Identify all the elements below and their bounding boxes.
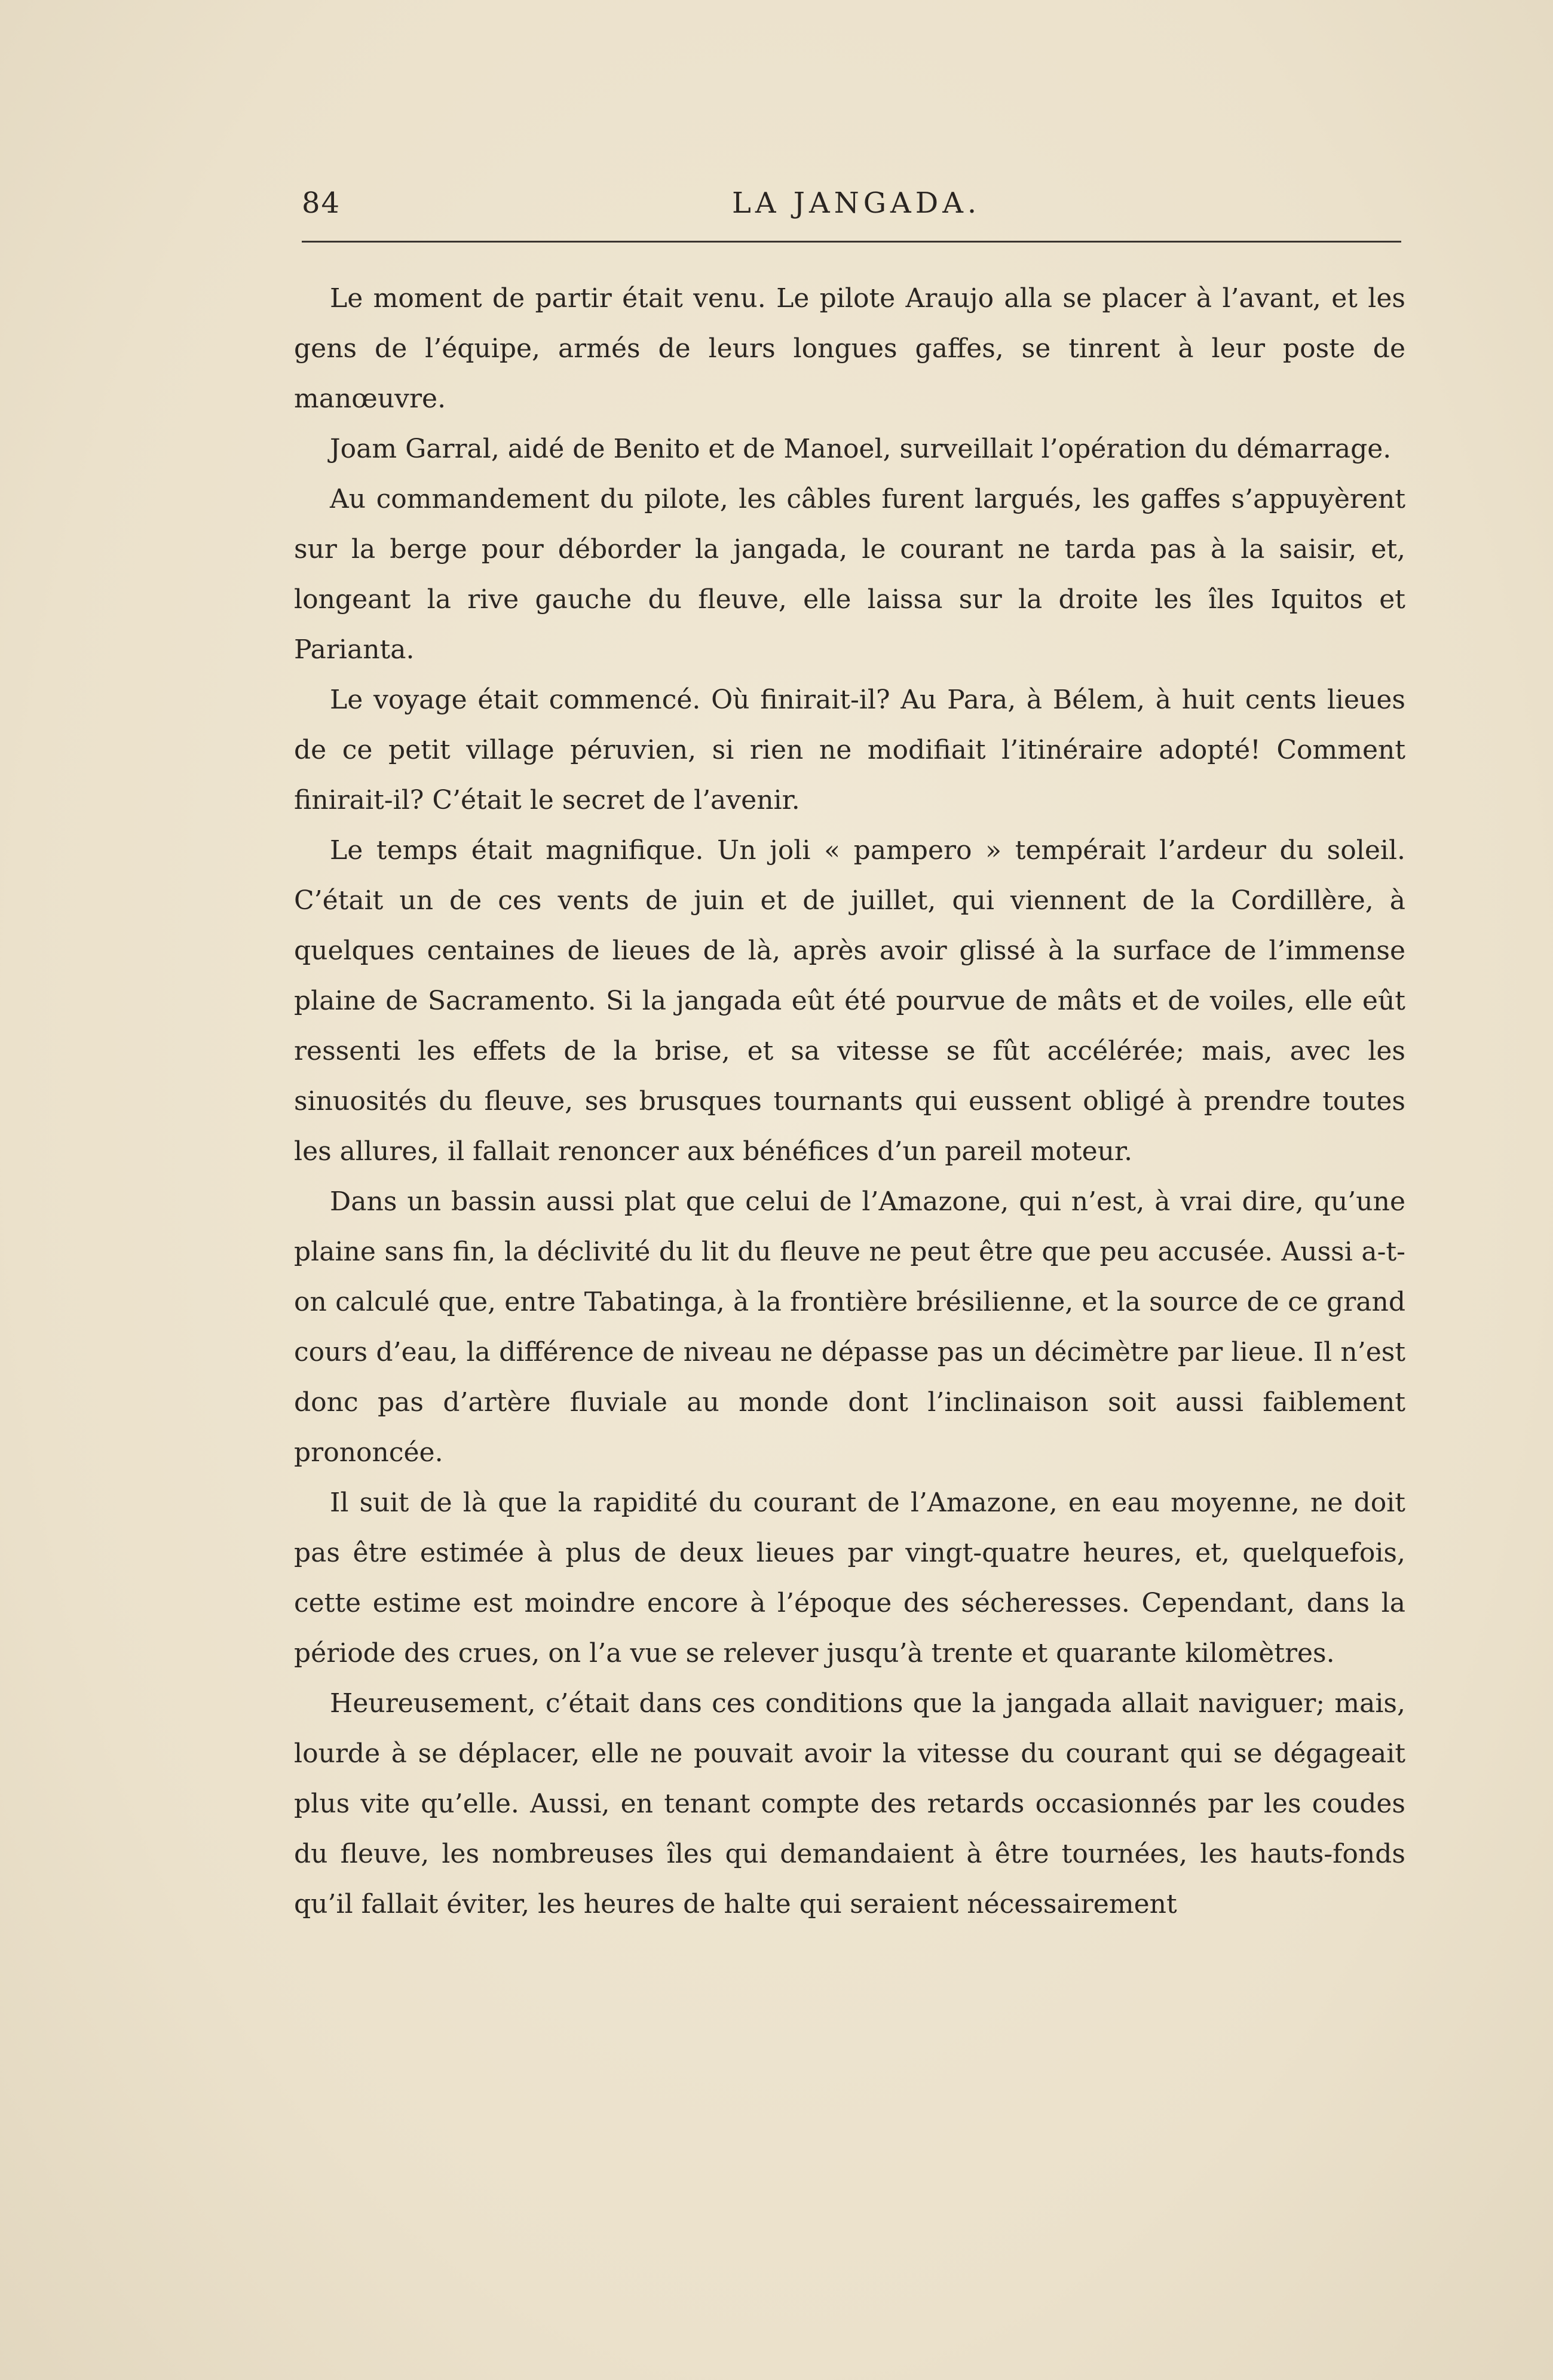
page-header: [302, 179, 1401, 227]
paragraph: Heureusement, c’était dans ces conditions que la jangada allait naviguer; mais, lourde à se déplacer, elle ne pouvait avoir la vitesse du courant qui se dégageait plus vite qu’elle. Aussi, en tenant compte des retards occasionnés par les coudes du fleuve, les nombreuses îles qui demandaient à être tournées, les hauts-fonds qu’il fallait éviter, les heures de halte qui seraient nécessairement: [294, 1688, 1405, 1919]
paragraph: Le moment de partir était venu. Le pilote Araujo alla se placer à l’avant, et les gens de l’équipe, armés de leurs longues gaffes, se tinrent à leur poste de manœuvre.: [294, 283, 1405, 414]
paragraph: Il suit de là que la rapidité du courant de l’Amazone, en eau moyenne, ne doit pas être estimée à plus de deux lieues par vingt-quatre heures, et, quelquefois, cette estime est moindre encore à l’époque des sécheresses. Cependant, dans la période des crues, on l’a vue se relever jusqu’à trente et quarante kilomètres.: [294, 1488, 1405, 1669]
paragraph: Le voyage était commencé. Où finirait-il? Au Para, à Bélem, à huit cents lieues de ce petit village péruvien, si rien ne modifiait l’itinéraire adopté! Comment finirait-il? C’était le secret de l’avenir.: [294, 685, 1405, 815]
paragraph: Au commandement du pilote, les câbles furent largués, les gaffes s’appuyèrent sur la berge pour déborder la jangada, le courant ne tarda pas à la saisir, et, longeant la rive gauche du fleuve, elle laissa sur la droite les îles Iquitos et Parianta.: [294, 484, 1405, 665]
paragraph: Le temps était magnifique. Un joli « pampero » tempérait l’ardeur du soleil. C’était un de ces vents de juin et de juillet, qui viennent de la Cordillère, à quelques centaines de lieues de là, après avoir glissé à la surface de l’immense plaine de Sacramento. Si la jangada eût été pourvue de mâts et de voiles, elle eût ressenti les effets de la brise, et sa vitesse se fût accélérée; mais, avec les sinuosités du fleuve, ses brusques tournants qui eussent obligé à prendre toutes les allures, il fallait renoncer aux bénéfices d’un pareil moteur.: [294, 835, 1405, 1167]
page-number: 84: [302, 186, 341, 220]
paragraph: Dans un bassin aussi plat que celui de l’Amazone, qui n’est, à vrai dire, qu’une plaine sans fin, la déclivité du lit du fleuve ne peut être que peu accusée. Aussi a-t-on calculé que, entre Tabatinga, à la frontière brésilienne, et la source de ce grand cours d’eau, la différence de niveau ne dépasse pas un décimètre par lieue. Il n’est donc pas d’artère fluviale au monde dont l’inclinaison soit aussi faiblement prononcée.: [294, 1186, 1405, 1468]
body-text: [294, 274, 1405, 1930]
header-rule: [302, 241, 1401, 243]
paragraph: Joam Garral, aidé de Benito et de Manoel, surveillait l’opération du démarrage.: [330, 434, 1392, 464]
running-title: LA JANGADA.: [732, 186, 981, 220]
